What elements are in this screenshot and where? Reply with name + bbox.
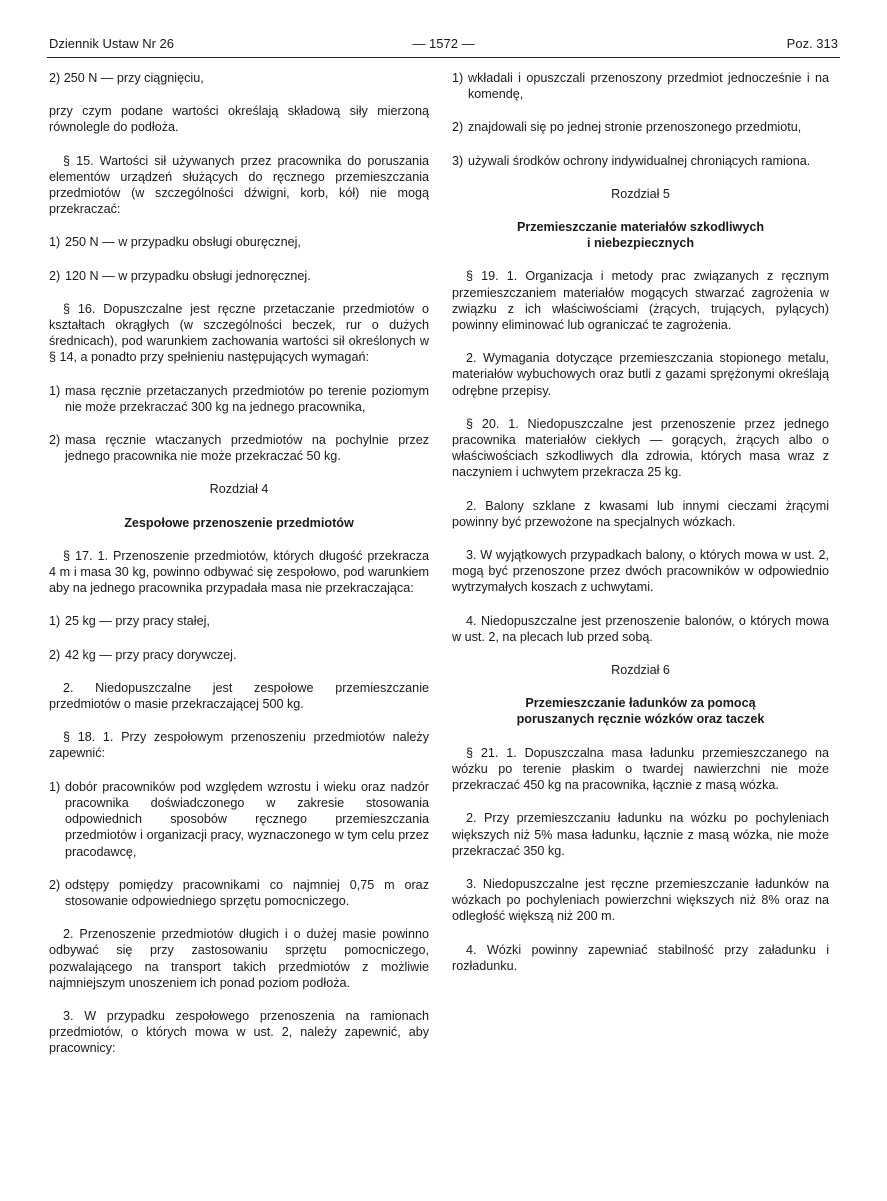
item-text: masa ręcznie wtaczanych przedmiotów na pochylnie przez jednego pracownika nie może przekraczać 50 kg. — [65, 433, 429, 464]
item-number: 1) — [49, 614, 61, 629]
chapter-5-title-line-2: i niebezpiecznych — [586, 236, 695, 251]
chapter-6-title-line-1: Przemieszczanie ładunków za pomocą — [525, 696, 756, 711]
list-item — [49, 383, 429, 415]
section-20-4: 4. Niedopuszczalne jest przenoszenie balonów, o których mowa w ust. 2, na plecach lub przed sobą. — [452, 613, 829, 644]
list-item — [452, 70, 829, 102]
section-21-2: 2. Przy przemieszczaniu ładunku na wózku po pochyleniach większych niż 5% masa ładunku, łącznie z masą wózka, nie może przekraczać 350 kg. — [452, 811, 829, 858]
section-21-1: § 21. 1. Dopuszczalna masa ładunku przemieszczanego na wózku po terenie płaskim o twardej nawierzchni nie może przekraczać 450 kg na pracownika, łącznie z masą wózka. — [452, 745, 829, 793]
section-19-2: 2. Wymagania dotyczące przemieszczania stopionego metalu, materiałów wybuchowych oraz butli z gazami sprężonymi określają odrębne przepisy. — [452, 351, 829, 398]
item-number: 2) — [49, 647, 61, 662]
item-text: używali środków ochrony indywidualnej chroniących ramiona. — [468, 153, 811, 168]
section-17-1: § 17. 1. Przenoszenie przedmiotów, których długość przekracza 4 m i masa 30 kg, powinno odbywać się zespołowo, pod warunkiem aby na jednego pracownika przypadała masa nie przekraczająca: — [49, 548, 429, 596]
list-item — [49, 877, 429, 909]
section-16: § 16. Dopuszczalne jest ręczne przetaczanie przedmiotów o kształtach okrągłych (w szczególności beczek, rur o dużych średnicach), pod warunkiem zachowania wartości sił określonych w § 14, a ponadto przy spełnieniu następujących wymagań: — [49, 301, 429, 365]
item-text: odstępy pomiędzy pracownikami co najmniej 0,75 m oraz stosowanie odpowiedniego sprzętu pomocniczego. — [65, 877, 429, 908]
section-18-3: 3. W przypadku zespołowego przenoszenia na ramionach przedmiotów, o których mowa w ust. 2, należy zapewnić, aby pracownicy: — [49, 1008, 429, 1056]
item-text: znajdowali się po jednej stronie przenoszonego przedmiotu, — [468, 120, 802, 135]
item-text: 120 N — w przypadku obsługi jednoręcznej. — [65, 268, 311, 283]
section-20-3: 3. W wyjątkowych przypadkach balony, o których mowa w ust. 2, mogą być przenoszone przez dwóch pracowników w odpowiednio wytrzymałych koszach z uchwytami. — [452, 548, 829, 595]
item-number: 1) — [49, 235, 61, 250]
section-17-2: 2. Niedopuszczalne jest zespołowe przemieszczanie przedmiotów o masie przekraczającej 500 kg. — [49, 680, 429, 712]
item-number: 2) — [49, 433, 61, 448]
paragraph: 2) 250 N — przy ciągnięciu, — [49, 71, 204, 85]
item-number: 2) — [49, 268, 61, 283]
chapter-6-heading: Rozdział 6 — [611, 663, 670, 678]
item-number: 1) — [49, 779, 61, 794]
chapter-5-heading: Rozdział 5 — [611, 186, 670, 201]
chapter-6-title-line-2: poruszanych ręcznie wózków oraz taczek — [516, 712, 765, 727]
header-rule — [47, 57, 840, 58]
list-item — [452, 153, 829, 169]
list-item — [452, 119, 829, 135]
item-text: 42 kg — przy pracy dorywczej. — [65, 647, 237, 662]
page-header — [49, 36, 838, 56]
item-text: 25 kg — przy pracy stałej, — [65, 614, 210, 629]
item-text: 250 N — w przypadku obsługi oburęcznej, — [65, 235, 301, 250]
section-21-3: 3. Niedopuszczalne jest ręczne przemieszczanie ładunków na wózkach po pochyleniach powierzchni większych niż 8% oraz na odległość większą niż 200 m. — [452, 876, 829, 924]
list-item — [49, 613, 429, 629]
list-item — [49, 779, 429, 860]
chapter-5-title-line-1: Przemieszczanie materiałów szkodliwych — [516, 220, 765, 235]
item-number: 1) — [49, 383, 61, 398]
item-number: 2) — [452, 120, 464, 135]
position-number: Poz. 313 — [786, 36, 838, 51]
item-text: wkładali i opuszczali przenoszony przedmiot jednocześnie i na komendę, — [468, 71, 829, 102]
list-item — [49, 268, 429, 284]
item-text: dobór pracowników pod względem wzrostu i wieku oraz nadzór pracownika doświadczonego w zakresie stosowania odpowiednich sposobów ręcznego przemieszczania przedmiotów i organizacji pracy, wyznaczonego w tym celu przez pracodawcę, — [65, 779, 429, 859]
chapter-5-title — [452, 219, 829, 251]
section-18-2: 2. Przenoszenie przedmiotów długich i o dużej masie powinno odbywać się przy zastosowaniu sprzętu pomocniczego, pozwalającego na transport takich przedmiotów z możliwie najmniejszym unoszeniem ich ponad poziom podłoża. — [49, 927, 429, 990]
section-20-2: 2. Balony szklane z kwasami lub innymi cieczami żrącymi powinny być przewożone na specjalnych wózkach. — [452, 498, 829, 529]
paragraph: przy czym podane wartości określają składową siły mierzoną równolegle do podłoża. — [49, 104, 429, 135]
section-15: § 15. Wartości sił używanych przez pracownika do poruszania elementów urządzeń służących do ręcznego przemieszczania przedmiotów (w szczególności dźwigni, korb, kół) nie mogą przekraczać: — [49, 153, 429, 217]
left-column — [49, 70, 429, 1074]
chapter-6-title — [452, 695, 829, 727]
chapter-4-heading: Rozdział 4 — [209, 482, 269, 497]
list-item — [49, 647, 429, 663]
right-column — [452, 70, 829, 991]
section-21-4: 4. Wózki powinny zapewniać stabilność przy załadunku i rozładunku. — [452, 942, 829, 973]
item-number: 2) — [49, 877, 61, 892]
item-number: 1) — [452, 71, 464, 85]
journal-title: Dziennik Ustaw Nr 26 — [49, 36, 174, 51]
list-item — [49, 234, 429, 250]
list-item — [49, 432, 429, 464]
chapter-4-title: Zespołowe przenoszenie przedmiotów — [124, 515, 354, 530]
item-text: masa ręcznie przetaczanych przedmiotów po terenie poziomym nie może przekraczać 300 kg na jednego pracownika, — [65, 383, 429, 414]
page-number: — 1572 — — [412, 36, 475, 51]
section-18-1: § 18. 1. Przy zespołowym przenoszeniu przedmiotów należy zapewnić: — [49, 730, 429, 761]
item-number: 3) — [452, 153, 464, 168]
section-19-1: § 19. 1. Organizacja i metody prac związanych z ręcznym przemieszczaniem materiałów mogących stwarzać zagrożenia w związku z ich właściwościami (żrących, trujących, pylących) powinny eliminować lub ograniczać te zagrożenia. — [452, 269, 829, 333]
section-20-1: § 20. 1. Niedopuszczalne jest przenoszenie przez jednego pracownika materiałów ciekłych — gorących, żrących albo o właściwościach szkodliwych dla zdrowia, których masa wraz z naczyniem i uchwytem przekracza 25 kg. — [452, 416, 829, 480]
